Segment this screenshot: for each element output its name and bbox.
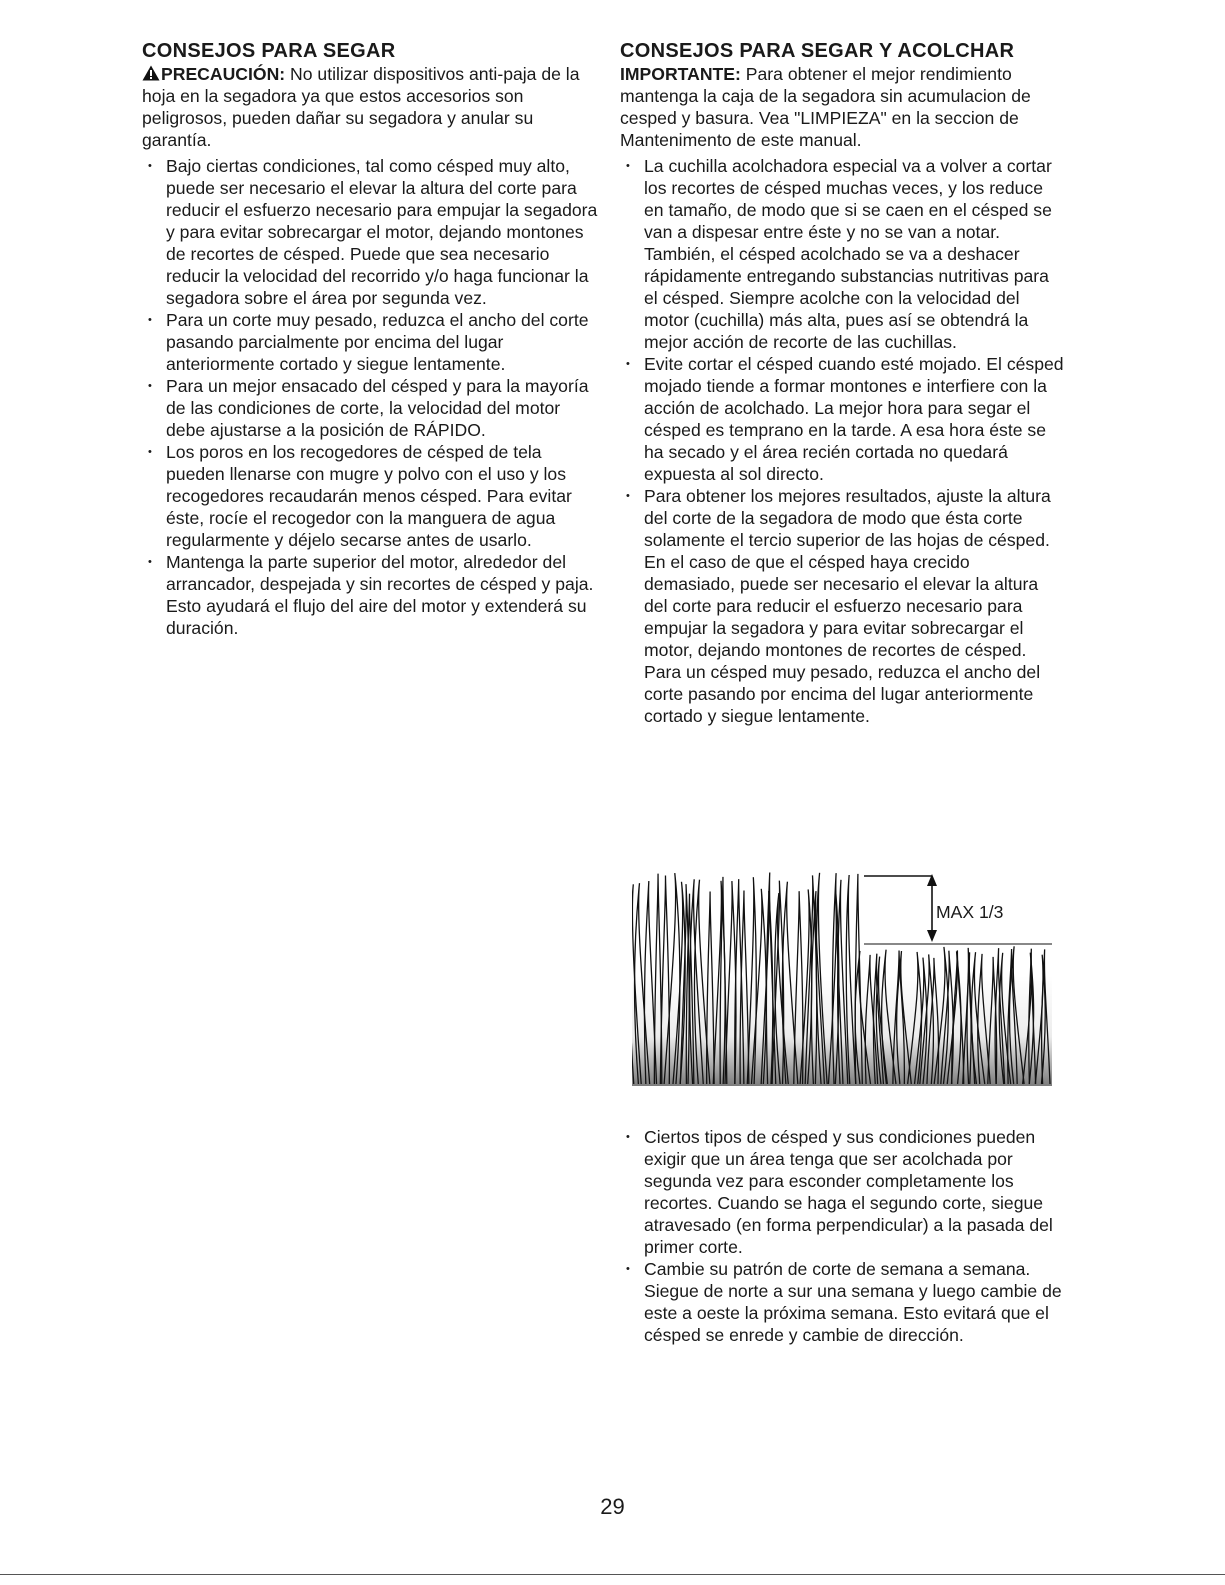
important-text: Para obtener el mejor rendimiento mantenga la caja de la segadora sin acumulacion de cesped y basura. Vea "LIMPIEZA" en la seccion de Mantenimento de este manual.	[620, 64, 1031, 150]
list-item: • Ciertos tipos de césped y sus condiciones pueden exigir que un área tenga que ser acolchada por segunda vez para esconder completamente los recortes. Cuando se haga el segundo corte, siegue atravesado (en forma perpendicular) a la pasada del primer corte.	[620, 1126, 1065, 1258]
right-section-title: CONSEJOS PARA SEGAR Y ACOLCHAR	[620, 40, 1015, 62]
list-item: • La cuchilla acolchadora especial va a volver a cortar los recortes de césped muchas veces, y los reduce en tamaño, de modo que si se caen en el césped se van a dispesar entre éste y no se van a notar. También, el césped acolchado se va a deshacer rápidamente entregando substancias nutritivas para el césped. Siempre acolche con la velocidad del motor (cuchilla) más alta, pues así se obtendrá la mejor acción de recorte de las cuchillas.	[620, 155, 1065, 353]
list-item: • Bajo ciertas condiciones, tal como césped muy alto, puede ser necesario el elevar la altura del corte para reducir el esfuerzo necesario para empujar la segadora y para evitar sobrecargar el motor, dejando montones de recortes de césped. Puede que sea necesario reducir la velocidad del recorrido y/o haga funcionar la segadora sobre el área por segunda vez.	[142, 155, 600, 309]
left-bullet-list	[142, 155, 600, 639]
important-label: IMPORTANTE:	[620, 64, 741, 84]
list-item: • Cambie su patrón de corte de semana a semana. Siegue de norte a sur una semana y luego cambie de este a oeste la próxima semana. Esto evitará que el césped se enrede y cambie de dirección.	[620, 1258, 1065, 1346]
warning-triangle-icon	[142, 65, 160, 81]
grass-height-illustration	[632, 866, 1052, 1086]
important-paragraph	[620, 63, 1065, 151]
right-bullet-list	[620, 155, 1065, 727]
list-item: • Evite cortar el césped cuando esté mojado. El césped mojado tiende a formar montones e interfiere con la acción de acolchado. La mejor hora para segar el césped es temprano en la tarde. A esa hora éste se ha secado y el área recién cortada no quedará expuesta al sol directo.	[620, 353, 1065, 485]
caution-label: PRECAUCIÓN:	[161, 64, 286, 84]
caution-text: No utilizar dispositivos anti-paja de la hoja en la segadora ya que estos accesorios son peligrosos, pueden dañar su segadora y anular su garantía.	[142, 64, 580, 150]
right-bullet-list-after-figure	[620, 1126, 1065, 1346]
max-cut-label: MAX 1/3	[936, 902, 1004, 922]
list-item: • Para un mejor ensacado del césped y para la mayoría de las condiciones de corte, la velocidad del motor debe ajustarse a la posición de RÁPIDO.	[142, 375, 600, 441]
bottom-rule	[0, 1574, 1225, 1575]
list-item: • Los poros en los recogedores de césped de tela pueden llenarse con mugre y polvo con el uso y los recogedores recaudarán menos césped. Para evitar éste, rocíe el recogedor con la manguera de agua regularmente y déjelo secarse antes de usarlo.	[142, 441, 600, 551]
page-number: 29	[600, 1494, 625, 1519]
caution-paragraph	[142, 63, 600, 151]
right-column	[620, 40, 1065, 727]
list-item: • Para obtener los mejores resultados, ajuste la altura del corte de la segadora de modo que ésta corte solamente el tercio superior de las hojas de césped. En el caso de que el césped haya crecido demasiado, puede ser necesario el elevar la altura del corte para reducir el esfuerzo necesario para empujar la segadora y para evitar sobrecargar el motor, dejando montones de recortes de césped. Para un césped muy pesado, reduzca el ancho del corte pasando por encima del lugar anteriormente cortado y siegue lentamente.	[620, 485, 1065, 727]
list-item: • Mantenga la parte superior del motor, alrededor del arrancador, despejada y sin recortes de césped y paja. Esto ayudará el flujo del aire del motor y extenderá su duración.	[142, 551, 600, 639]
list-item: • Para un corte muy pesado, reduzca el ancho del corte pasando parcialmente por encima del lugar anteriormente cortado y siegue lentamente.	[142, 309, 600, 375]
left-section-title: CONSEJOS PARA SEGAR	[142, 40, 396, 62]
grass-blades-drawing	[632, 866, 1052, 1086]
left-column	[142, 40, 600, 639]
